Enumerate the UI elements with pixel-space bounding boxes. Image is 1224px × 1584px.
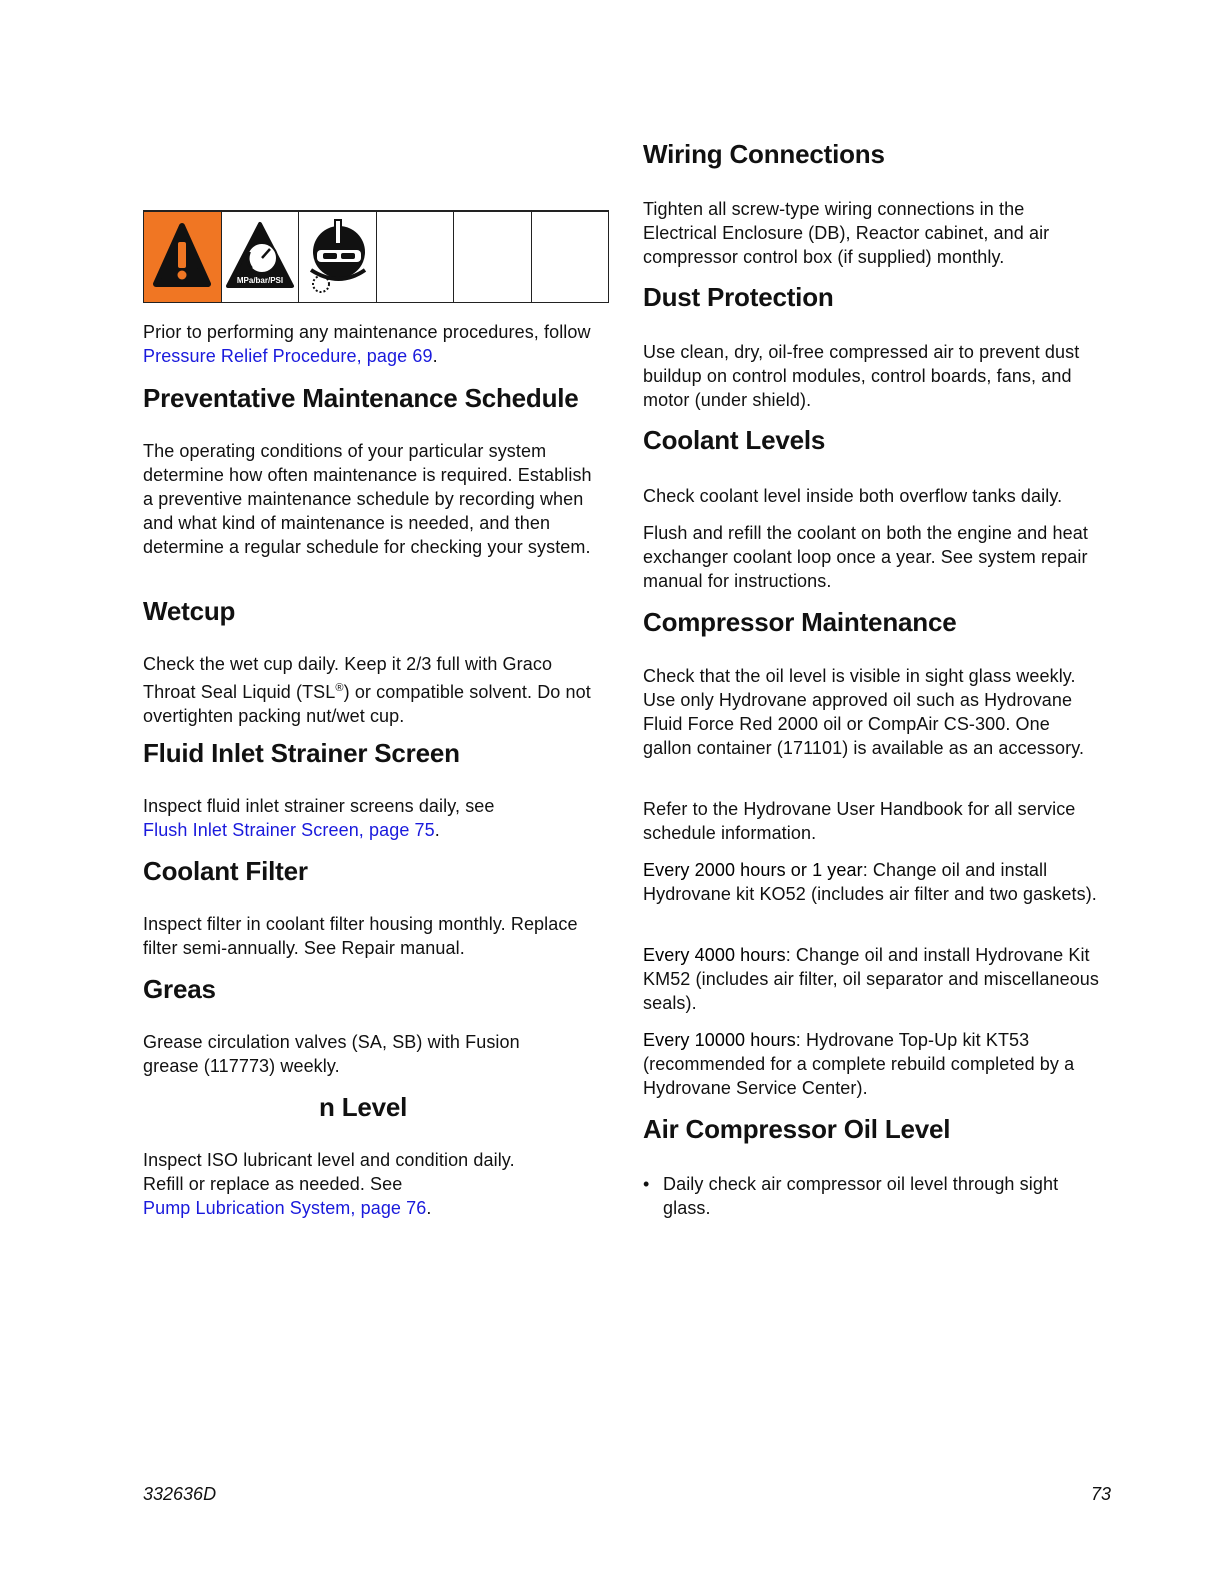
coolant-levels-text-1: Check coolant level inside both overflow tanks daily. [643, 486, 1063, 506]
face-shield-goggles-icon [299, 212, 375, 303]
pressure-cell [222, 212, 300, 302]
flush-strainer-link[interactable]: Flush Inlet Strainer Screen, page 75 [143, 820, 435, 840]
empty-cell [377, 212, 455, 302]
gauge-units-label: MPa/bar/PSI [236, 276, 283, 285]
page-number: 73 [1090, 1484, 1111, 1504]
pressure-relief-link[interactable]: Pressure Relief Procedure, page 69 [143, 346, 433, 366]
pm-schedule-heading: Preventative Maintenance Schedule [143, 383, 579, 413]
greas-text: Grease circulation valves (SA, SB) with Fusion grease (117773) weekly. [143, 1032, 520, 1076]
every-2000-label: Every 2000 hours or 1 year [643, 860, 863, 880]
intro-text: Prior to performing any maintenance procedures, follow [143, 322, 591, 342]
every-4000-label: Every 4000 hours [643, 945, 786, 965]
compressor-text-2: Refer to the Hydrovane User Handbook for all service schedule information. [643, 799, 1076, 843]
greas-heading: Greas [143, 974, 216, 1004]
coolant-levels-heading: Coolant Levels [643, 425, 826, 455]
ppe-cell [299, 212, 377, 302]
compressor-text-1: Check that the oil level is visible in sight glass weekly. Use only Hydrovane approved oil such as Hydrovane Fluid Force Red 2000 oil or CompAir CS-300. One gallon container (171101) is available as an accessory. [643, 666, 1085, 758]
lubricant-level-heading: n Level [319, 1092, 408, 1122]
dust-heading: Dust Protection [643, 282, 834, 312]
doc-number: 332636D [143, 1484, 217, 1504]
wetcup-text: Check the wet cup daily. Keep it 2/3 full with Graco Throat Seal Liquid (TSL®) or compatible solvent. Do not overtighten packing nut/wet cup. [143, 654, 591, 726]
coolant-levels-text-2: Flush and refill the coolant on both the engine and heat exchanger coolant loop once a year. See system repair manual for instructions. [643, 523, 1088, 591]
warning-icon-table [143, 210, 609, 303]
empty-cell [532, 212, 610, 302]
pump-lubrication-link[interactable]: Pump Lubrication System, page 76 [143, 1198, 427, 1218]
every-4000-text: Every 4000 hours: Change oil and install Hydrovane Kit KM52 (includes air filter, oil separator and miscellaneous seals). [643, 945, 1100, 1013]
oil-level-item: Daily check air compressor oil level through sight glass. [663, 1174, 1059, 1218]
dust-text: Use clean, dry, oil-free compressed air to prevent dust buildup on control modules, control boards, fans, and motor (under shield). [643, 342, 1080, 410]
coolant-filter-heading: Coolant Filter [143, 856, 308, 886]
empty-cell [454, 212, 532, 302]
pm-schedule-text: The operating conditions of your particular system determine how often maintenance is required. Establish a preventive maintenance schedule by recording when and what kind of maintenance is needed, and then determine a regular schedule for checking your system. [143, 441, 592, 557]
bullet-marker: • [643, 1174, 650, 1194]
every-2000-text: Every 2000 hours or 1 year: Change oil and install Hydrovane kit KO52 (includes air filter and two gaskets). [643, 860, 1097, 904]
warning-triangle-icon [144, 212, 220, 303]
coolant-filter-text: Inspect filter in coolant filter housing monthly. Replace filter semi-annually. See Repair manual. [143, 914, 578, 958]
wiring-heading: Wiring Connections [643, 139, 885, 169]
wetcup-heading: Wetcup [143, 596, 236, 626]
every-10000-label: Every 10000 hours [643, 1030, 796, 1050]
every-10000-text: Every 10000 hours: Hydrovane Top-Up kit KT53 (recommended for a complete rebuild completed by a Hydrovane Service Center). [643, 1030, 1075, 1098]
intro-paragraph: Prior to performing any maintenance procedures, follow Pressure Relief Procedure, page 69. [143, 322, 591, 366]
oil-level-heading: Air Compressor Oil Level [643, 1114, 951, 1144]
warning-cell [143, 212, 222, 302]
strainer-text: Inspect fluid inlet strainer screens daily, see Flush Inlet Strainer Screen, page 75. [143, 796, 495, 840]
strainer-heading: Fluid Inlet Strainer Screen [143, 738, 460, 768]
wiring-text: Tighten all screw-type wiring connections in the Electrical Enclosure (DB), Reactor cabinet, and air compressor control box (if supplied) monthly. [643, 199, 1050, 267]
pressure-gauge-icon [222, 212, 298, 303]
lubricant-level-text: Inspect ISO lubricant level and condition daily. Refill or replace as needed. See Pump Lubrication System, page 76. [143, 1150, 515, 1218]
compressor-heading: Compressor Maintenance [643, 607, 957, 637]
